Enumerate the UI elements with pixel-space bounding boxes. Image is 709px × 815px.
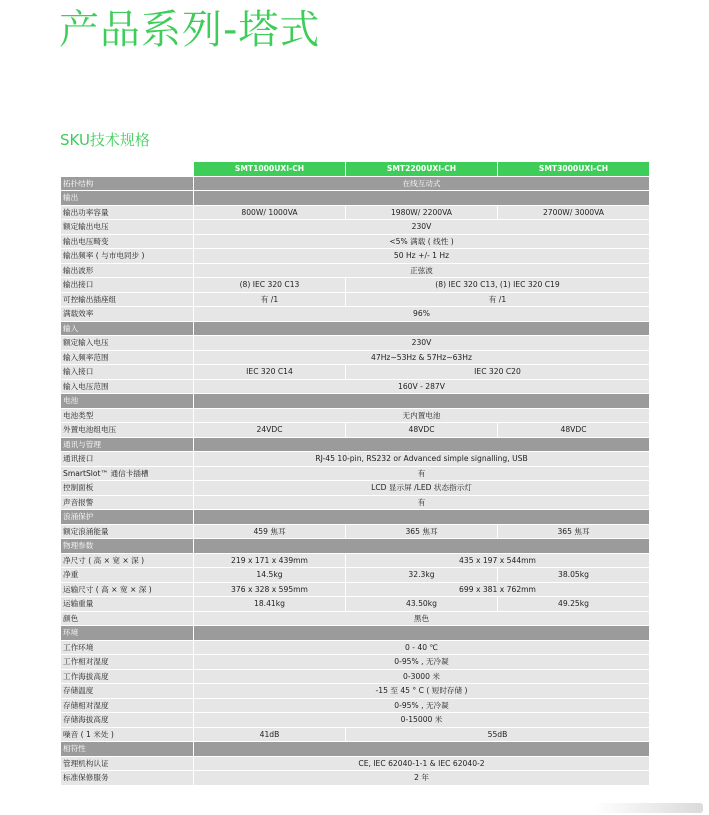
table-row [61,205,650,220]
row-label: 额定输入电压 [61,336,194,351]
row-label: 管理机构认证 [61,756,194,771]
table-row [61,524,650,539]
row-label: 工作海拔高度 [61,669,194,684]
cell-value: 有 /1 [194,292,346,307]
row-label: 输入接口 [61,365,194,380]
row-label: 输出电压畸变 [61,234,194,249]
page-title: 产品系列-塔式 [59,7,321,53]
cell-value: 0 - 40 ℃ [194,640,650,655]
cell-value: (8) IEC 320 C13, (1) IEC 320 C19 [346,278,650,293]
row-label: 可控输出插座组 [61,292,194,307]
sku-spec-table [60,161,650,786]
cell-value: 43.50kg [346,597,498,612]
header-smt1000: SMT1000UXI-CH [194,162,346,177]
cell-value: 1980W/ 2200VA [346,205,498,220]
table-row [61,568,650,583]
row-label: 输出功率容量 [61,205,194,220]
cell-value: 32.3kg [346,568,498,583]
cell-value: (8) IEC 320 C13 [194,278,346,293]
table-row [61,553,650,568]
cell-value: 0-95% , 无冷凝 [194,655,650,670]
cell-value: 2700W/ 3000VA [498,205,650,220]
row-label: 噪音 ( 1 米处 ) [61,727,194,742]
row-label: 净重 [61,568,194,583]
group-label: 输出 [61,191,194,206]
row-label: 控制面板 [61,481,194,496]
cell-value: 365 焦耳 [346,524,498,539]
group-row [61,191,650,206]
table-row [61,756,650,771]
group-label: 拓扑结构 [61,176,194,191]
row-label: 满载效率 [61,307,194,322]
cell-value: 黑色 [194,611,650,626]
row-label: 声音报警 [61,495,194,510]
table-row [61,452,650,467]
cell-value: 14.5kg [194,568,346,583]
table-row [61,263,650,278]
row-label: 存储温度 [61,684,194,699]
row-label: 输出接口 [61,278,194,293]
table-row [61,771,650,786]
group-row [61,176,650,191]
group-row [61,437,650,452]
table-row [61,423,650,438]
cell-value: 0-95% , 无冷凝 [194,698,650,713]
row-label: 标准保修服务 [61,771,194,786]
table-row [61,278,650,293]
row-label: 存储相对湿度 [61,698,194,713]
group-fill [194,539,650,554]
group-fill [194,191,650,206]
cell-value: 376 x 328 x 595mm [194,582,346,597]
row-label: 运输尺寸 ( 高 × 宽 × 深 ) [61,582,194,597]
group-row [61,742,650,757]
cell-value: 160V - 287V [194,379,650,394]
cell-value: 在线互动式 [194,176,650,191]
table-row [61,597,650,612]
table-row [61,669,650,684]
table-row [61,466,650,481]
table-body [61,176,650,785]
table-row [61,365,650,380]
group-fill [194,626,650,641]
table-row [61,582,650,597]
header-blank [61,162,194,177]
cell-value: 48VDC [498,423,650,438]
header-smt2200: SMT2200UXI-CH [346,162,498,177]
group-row [61,510,650,525]
cell-value: 365 焦耳 [498,524,650,539]
group-row [61,626,650,641]
cell-value: IEC 320 C14 [194,365,346,380]
group-row [61,539,650,554]
group-fill [194,437,650,452]
cell-value: 699 x 381 x 762mm [346,582,650,597]
cell-value: 435 x 197 x 544mm [346,553,650,568]
cell-value: 18.41kg [194,597,346,612]
row-label: 输入电压范围 [61,379,194,394]
table-row [61,713,650,728]
group-fill [194,742,650,757]
table-row [61,292,650,307]
row-label: 颜色 [61,611,194,626]
cell-value: 49.25kg [498,597,650,612]
cell-value: <5% 满载 ( 线性 ) [194,234,650,249]
table-row [61,655,650,670]
row-label: 额定浪涌能量 [61,524,194,539]
row-label: 电池类型 [61,408,194,423]
cell-value: LCD 显示屏 /LED 状态指示灯 [194,481,650,496]
group-label: 输入 [61,321,194,336]
group-row [61,394,650,409]
cell-value: CE, IEC 62040-1-1 & IEC 62040-2 [194,756,650,771]
table-row [61,495,650,510]
row-label: 净尺寸 ( 高 × 宽 × 深 ) [61,553,194,568]
group-label: 电池 [61,394,194,409]
header-smt3000: SMT3000UXI-CH [498,162,650,177]
group-label: 通讯与管理 [61,437,194,452]
cell-value: 50 Hz +/- 1 Hz [194,249,650,264]
table-row [61,698,650,713]
cell-value: 96% [194,307,650,322]
table-row [61,336,650,351]
group-label: 浪涌保护 [61,510,194,525]
cell-value: 48VDC [346,423,498,438]
table-row [61,350,650,365]
cell-value: 有 [194,495,650,510]
table-row [61,481,650,496]
cell-value: 47Hz~53Hz & 57Hz~63Hz [194,350,650,365]
table-row [61,379,650,394]
row-label: 输出波形 [61,263,194,278]
row-label: 运输重量 [61,597,194,612]
cell-value: 24VDC [194,423,346,438]
cell-value: -15 至 45 ° C ( 短时存储 ) [194,684,650,699]
cell-value: 38.05kg [498,568,650,583]
cell-value: 230V [194,220,650,235]
cell-value: 有 /1 [346,292,650,307]
table-row [61,611,650,626]
row-label: 输出频率 ( 与市电同步 ) [61,249,194,264]
cell-value: 0-15000 米 [194,713,650,728]
group-fill [194,510,650,525]
cell-value: IEC 320 C20 [346,365,650,380]
group-label: 环境 [61,626,194,641]
row-label: 通讯接口 [61,452,194,467]
row-label: 输入频率范围 [61,350,194,365]
group-label: 物理参数 [61,539,194,554]
table-row [61,234,650,249]
cell-value: RJ-45 10-pin, RS232 or Advanced simple signalling, USB [194,452,650,467]
table-row [61,220,650,235]
cell-value: 219 x 171 x 439mm [194,553,346,568]
table-row [61,684,650,699]
row-label: SmartSlot™ 通信卡插槽 [61,466,194,481]
group-fill [194,394,650,409]
cell-value: 无内置电池 [194,408,650,423]
row-label: 工作相对湿度 [61,655,194,670]
table-row [61,307,650,322]
cell-value: 230V [194,336,650,351]
table-row [61,640,650,655]
cell-value: 800W/ 1000VA [194,205,346,220]
group-label: 相符性 [61,742,194,757]
table-header-row [61,162,650,177]
group-fill [194,321,650,336]
cell-value: 55dB [346,727,650,742]
table-row [61,727,650,742]
table-row [61,249,650,264]
page-corner-shadow [593,803,703,813]
table-row [61,408,650,423]
row-label: 外置电池组电压 [61,423,194,438]
cell-value: 41dB [194,727,346,742]
row-label: 工作环境 [61,640,194,655]
cell-value: 正弦波 [194,263,650,278]
cell-value: 459 焦耳 [194,524,346,539]
cell-value: 0-3000 米 [194,669,650,684]
row-label: 额定输出电压 [61,220,194,235]
section-title: SKU技术规格 [60,131,150,149]
row-label: 存储海拔高度 [61,713,194,728]
cell-value: 有 [194,466,650,481]
group-row [61,321,650,336]
cell-value: 2 年 [194,771,650,786]
